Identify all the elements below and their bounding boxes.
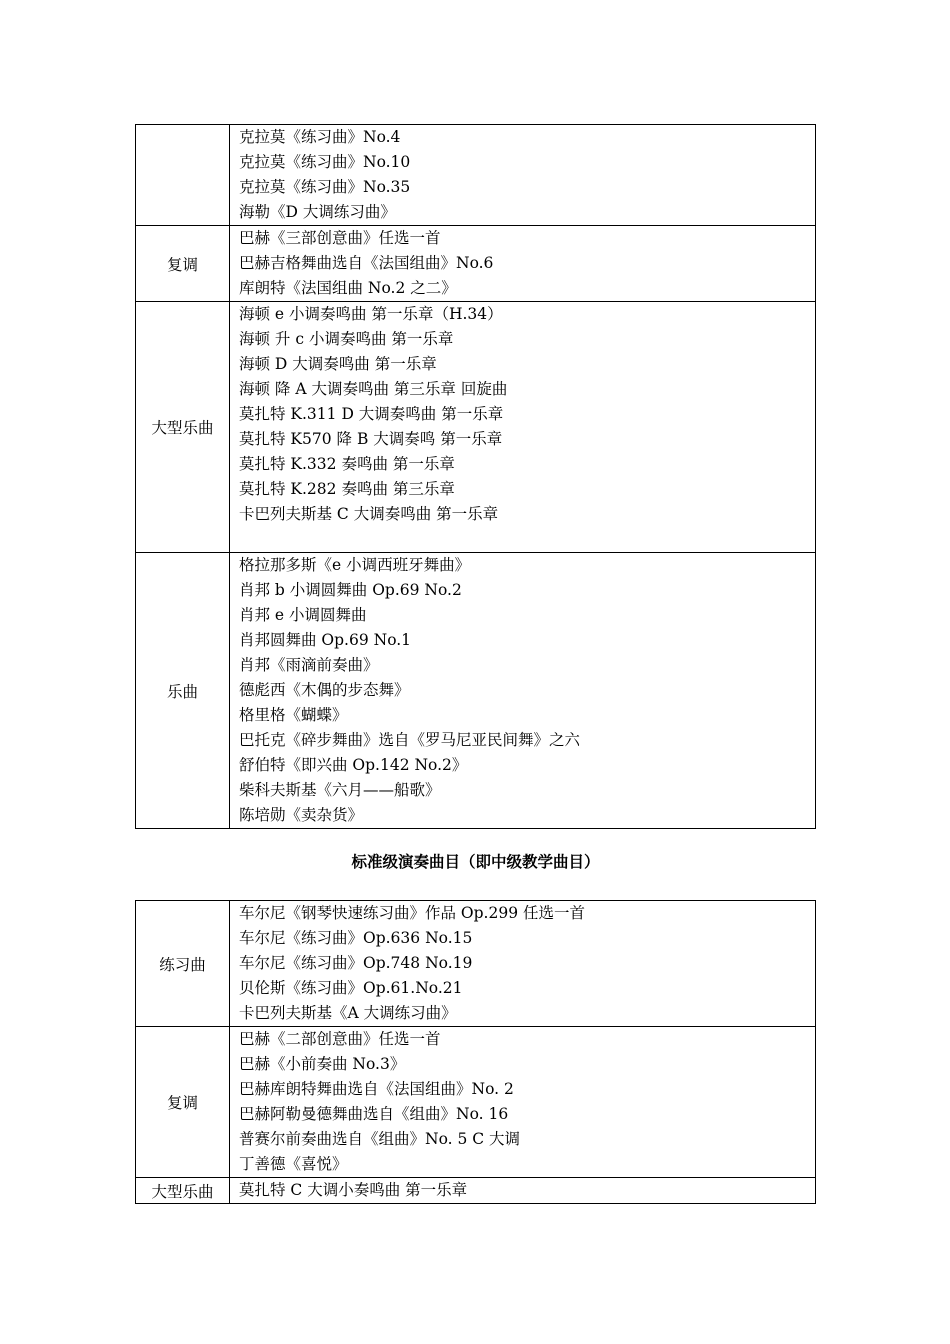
piece-item: 陈培勋《卖杂货》 [239, 806, 364, 824]
piece-item: 巴赫《二部创意曲》任选一首 [239, 1030, 441, 1048]
piece-item: 车尔尼《钢琴快速练习曲》作品 Op.299 任选一首 [239, 904, 585, 922]
piece-item: 格里格《蝴蝶》 [239, 706, 348, 724]
pieces-cell [230, 1027, 816, 1178]
category-cell [136, 125, 230, 226]
piece-item: 莫扎特 K.332 奏鸣曲 第一乐章 [239, 455, 455, 473]
piece-item: 库朗特《法国组曲 No.2 之二》 [239, 279, 457, 297]
piece-item: 舒伯特《即兴曲 Op.142 No.2》 [239, 756, 468, 774]
category-cell: 复调 [136, 1027, 230, 1178]
piece-item: 德彪西《木偶的步态舞》 [239, 681, 410, 699]
pieces-cell [230, 553, 816, 829]
pieces-cell [230, 901, 816, 1027]
piece-item: 卡巴列夫斯基 C 大调奏鸣曲 第一乐章 [239, 505, 499, 523]
blank-line [239, 527, 806, 552]
piece-item: 巴赫库朗特舞曲选自《法国组曲》No. 2 [239, 1080, 514, 1098]
piece-item: 海顿 e 小调奏鸣曲 第一乐章（H.34） [239, 305, 503, 323]
piece-item: 丁善德《喜悦》 [239, 1155, 348, 1173]
piece-item: 莫扎特 K.311 D 大调奏鸣曲 第一乐章 [239, 405, 504, 423]
table-row [136, 1027, 816, 1178]
category-cell: 复调 [136, 226, 230, 302]
piece-item: 海勒《D 大调练习曲》 [239, 203, 396, 221]
piece-item: 海顿 降 A 大调奏鸣曲 第三乐章 回旋曲 [239, 380, 508, 398]
piece-item: 巴托克《碎步舞曲》选自《罗马尼亚民间舞》之六 [239, 731, 581, 749]
piece-item: 普赛尔前奏曲选自《组曲》No. 5 C 大调 [239, 1130, 521, 1148]
pieces-cell [230, 226, 816, 302]
category-cell: 大型乐曲 [136, 1178, 230, 1204]
repertoire-table-2 [135, 900, 816, 1204]
table-row [136, 1178, 816, 1204]
piece-item: 车尔尼《练习曲》Op.748 No.19 [239, 954, 473, 972]
category-cell: 练习曲 [136, 901, 230, 1027]
piece-item: 肖邦圆舞曲 Op.69 No.1 [239, 631, 412, 649]
piece-item: 克拉莫《练习曲》No.35 [239, 178, 411, 196]
piece-item: 贝伦斯《练习曲》Op.61.No.21 [239, 979, 463, 997]
piece-item: 格拉那多斯《e 小调西班牙舞曲》 [239, 556, 471, 574]
category-cell: 乐曲 [136, 553, 230, 829]
piece-item: 莫扎特 K570 降 B 大调奏鸣 第一乐章 [239, 430, 503, 448]
piece-item: 巴赫《三部创意曲》任选一首 [239, 229, 441, 247]
pieces-cell [230, 125, 816, 226]
piece-item: 克拉莫《练习曲》No.4 [239, 128, 401, 146]
table-row [136, 226, 816, 302]
piece-item: 巴赫阿勒曼德舞曲选自《组曲》No. 16 [239, 1105, 509, 1123]
piece-item: 海顿 升 c 小调奏鸣曲 第一乐章 [239, 330, 454, 348]
piece-item: 克拉莫《练习曲》No.10 [239, 153, 411, 171]
table-row [136, 901, 816, 1027]
piece-item: 巴赫《小前奏曲 No.3》 [239, 1055, 406, 1073]
table-body [136, 901, 816, 1204]
piece-item: 海顿 D 大调奏鸣曲 第一乐章 [239, 355, 437, 373]
piece-item: 车尔尼《练习曲》Op.636 No.15 [239, 929, 473, 947]
table-row [136, 302, 816, 553]
pieces-cell [230, 1178, 816, 1204]
section-heading: 标准级演奏曲目（即中级教学曲目） [351, 852, 600, 871]
table-row [136, 125, 816, 226]
pieces-cell [230, 302, 816, 553]
piece-item: 肖邦 e 小调圆舞曲 [239, 606, 367, 624]
repertoire-table-1 [135, 124, 816, 829]
piece-item: 卡巴列夫斯基《A 大调练习曲》 [239, 1004, 457, 1022]
table-row [136, 553, 816, 829]
piece-item: 巴赫吉格舞曲选自《法国组曲》No.6 [239, 254, 494, 272]
piece-item: 柴科夫斯基《六月——船歌》 [239, 781, 441, 799]
piece-item: 肖邦 b 小调圆舞曲 Op.69 No.2 [239, 581, 462, 599]
category-cell: 大型乐曲 [136, 302, 230, 553]
piece-item: 莫扎特 K.282 奏鸣曲 第三乐章 [239, 480, 455, 498]
table-body [136, 125, 816, 829]
piece-item: 肖邦《雨滴前奏曲》 [239, 656, 379, 674]
piece-item: 莫扎特 C 大调小奏鸣曲 第一乐章 [239, 1181, 468, 1199]
